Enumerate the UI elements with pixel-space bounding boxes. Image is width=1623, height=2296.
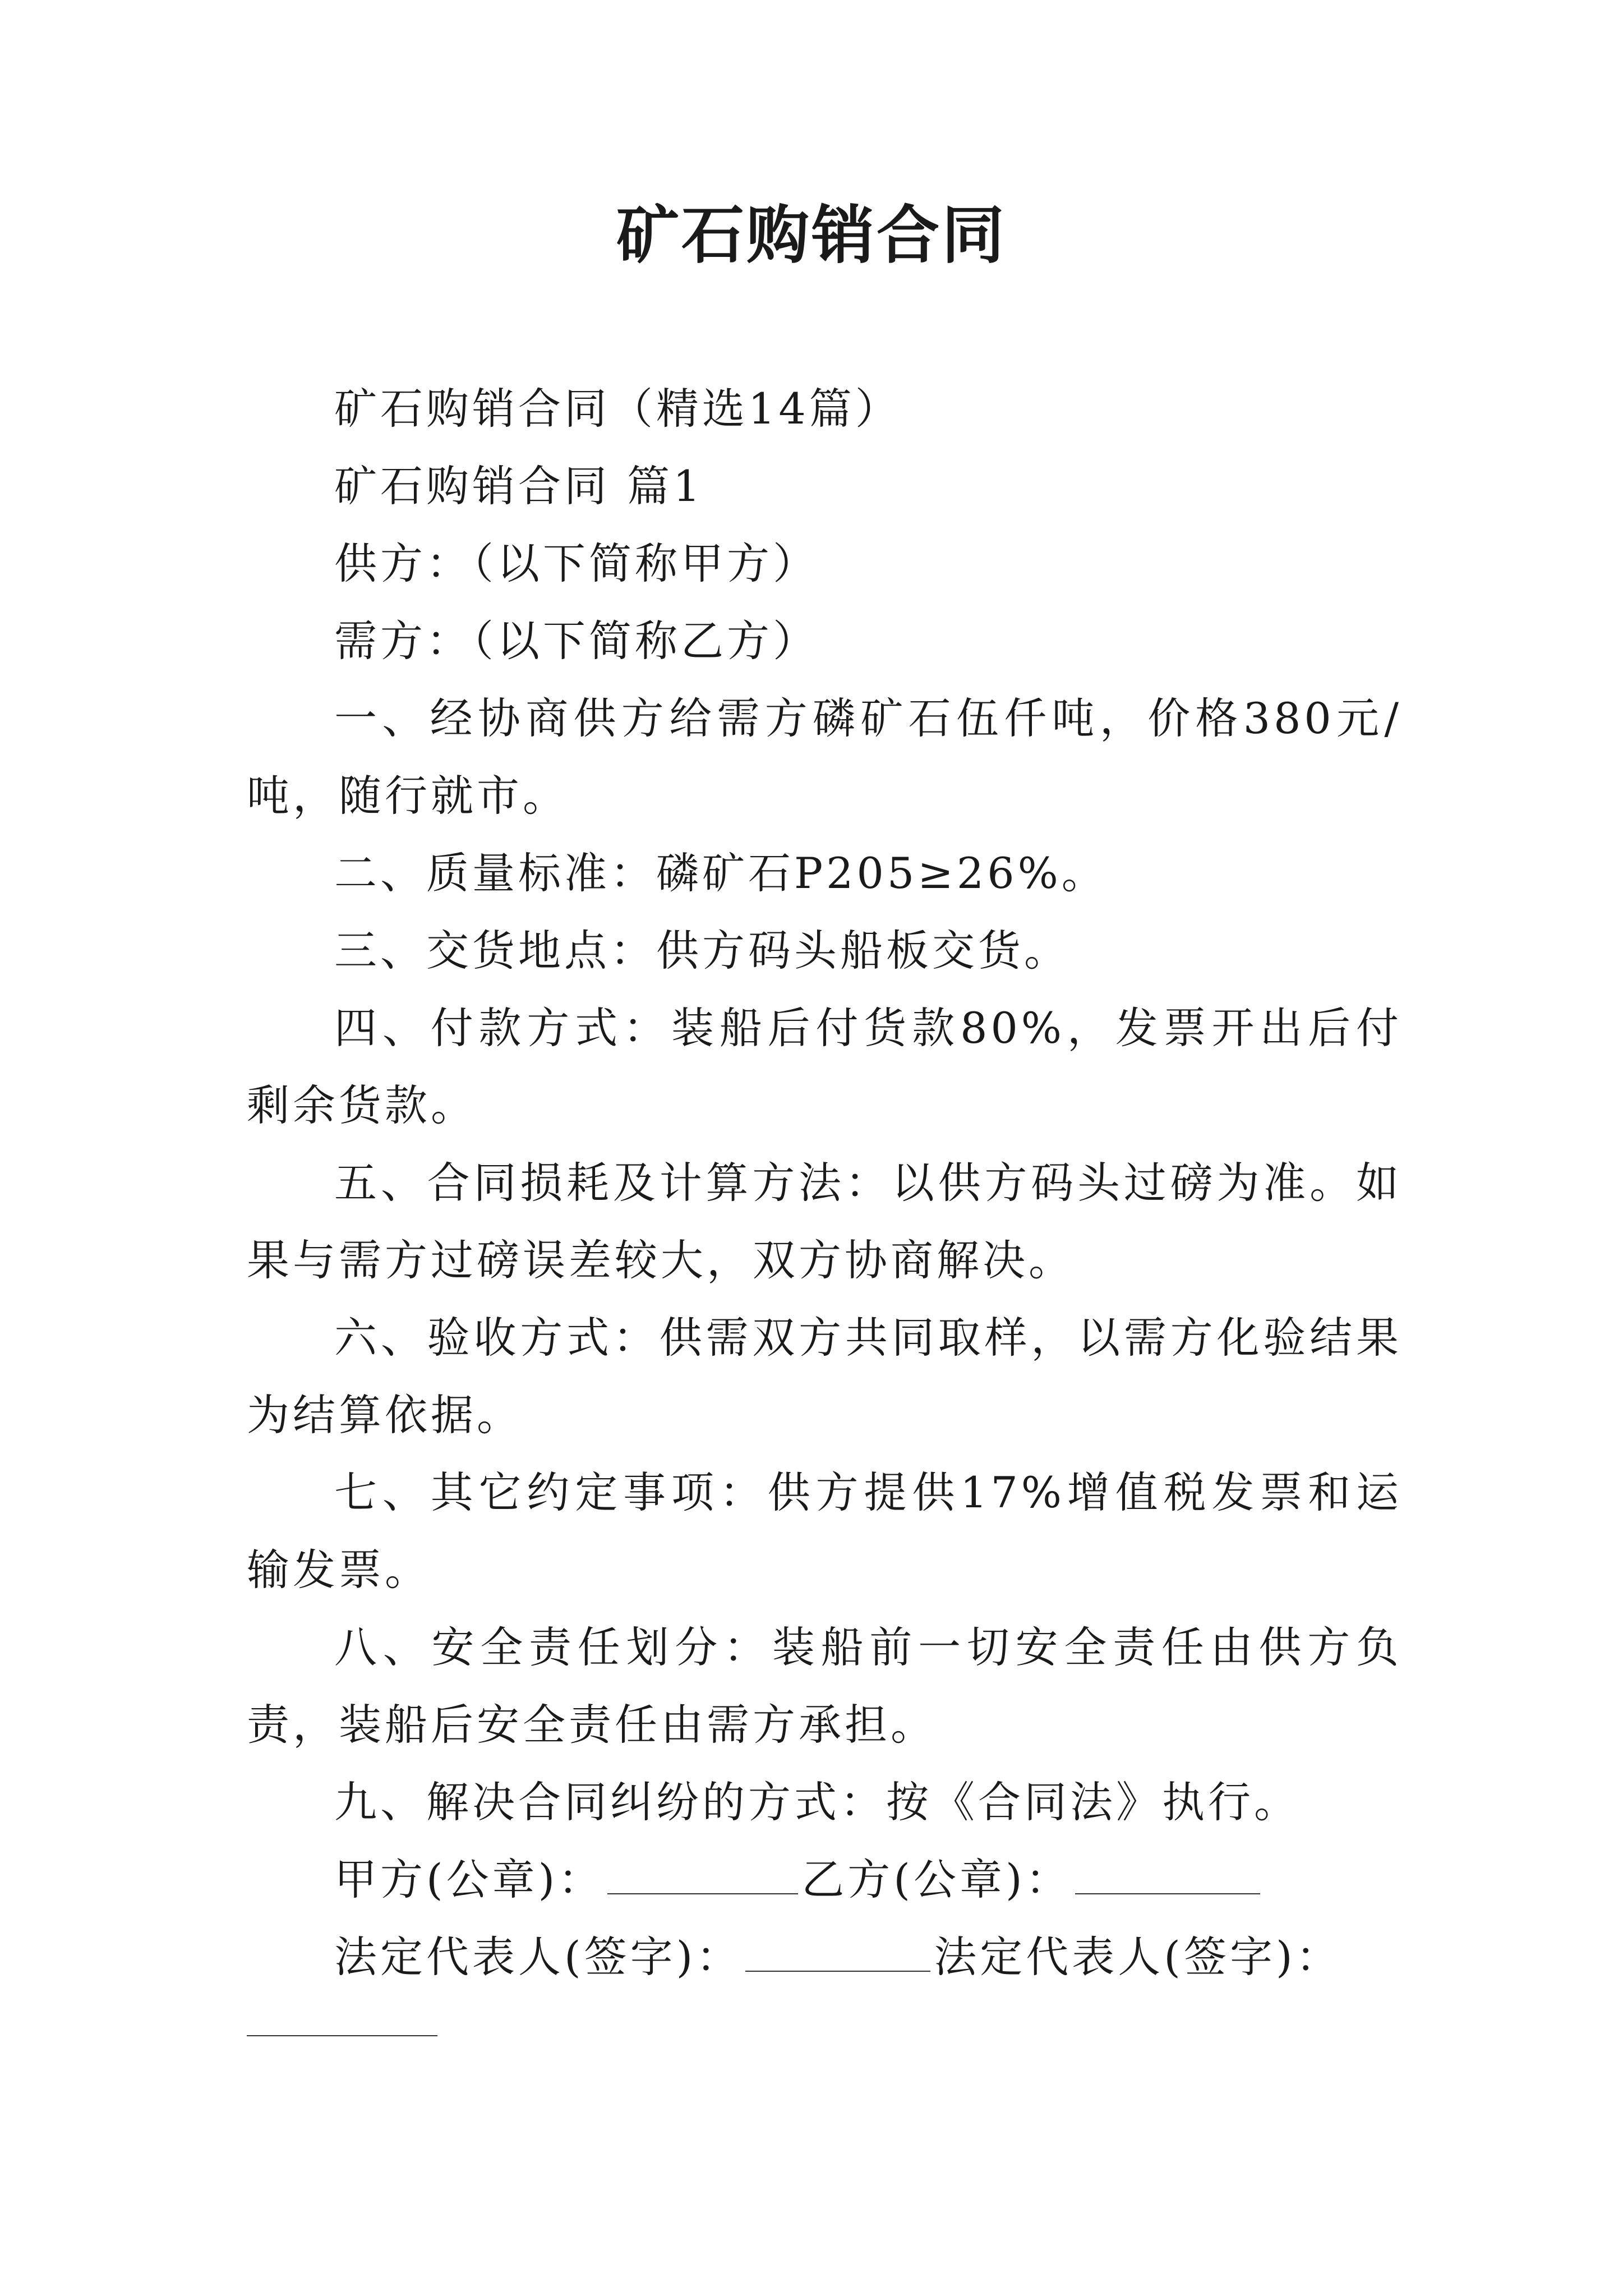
- seal-signature-line: [247, 1841, 1402, 1918]
- clause-5: 五、合同损耗及计算方法：以供方码头过磅为准。如果与需方过磅误差较大，双方协商解决。: [247, 1158, 1402, 1285]
- party-b-seal-blank: [1075, 1858, 1260, 1894]
- clause-9: 九、解决合同纠纷的方式：按《合同法》执行。: [334, 1777, 1300, 1827]
- representative-signature-line: [247, 1918, 1402, 1996]
- clause-8: 八、安全责任划分：装船前一切安全责任由供方负责，装船后安全责任由需方承担。: [247, 1622, 1402, 1750]
- clause-6: 六、验收方式：供需双方共同取样，以需方化验结果为结算依据。: [247, 1313, 1402, 1440]
- paragraph-buyer: 需方：（以下简称乙方）: [334, 616, 819, 666]
- paragraph-section-heading: 矿石购销合同 篇1: [334, 461, 704, 511]
- rep-a-label: 法定代表人(签字)：: [334, 1932, 743, 1982]
- party-a-seal-label: 甲方(公章)：: [334, 1855, 605, 1904]
- paragraph-supplier: 供方：（以下简称甲方）: [334, 539, 819, 588]
- clause-7: 七、其它约定事项：供方提供17%增值税发票和运输发票。: [247, 1467, 1402, 1595]
- paragraph-subtitle: 矿石购销合同（精选14篇）: [334, 384, 901, 434]
- clause-3: 三、交货地点：供方码头船板交货。: [334, 926, 1070, 976]
- clause-2: 二、质量标准：磷矿石P205≥26%。: [334, 848, 1108, 898]
- rep-b-label: 法定代表人(签字)：: [934, 1932, 1342, 1982]
- rep-b-blank: [247, 1996, 437, 2036]
- document-title: 矿石购销合同: [616, 199, 1007, 272]
- rep-a-blank: [745, 1936, 930, 1972]
- party-a-seal-blank: [607, 1858, 798, 1894]
- document-body: [247, 370, 1402, 2036]
- party-b-seal-label: 乙方(公章)：: [801, 1855, 1072, 1904]
- clause-1: 一、经协商供方给需方磷矿石伍仟吨，价格380元/吨，随行就市。: [247, 693, 1402, 821]
- clause-4: 四、付款方式：装船后付货款80%，发票开出后付剩余货款。: [247, 1003, 1402, 1130]
